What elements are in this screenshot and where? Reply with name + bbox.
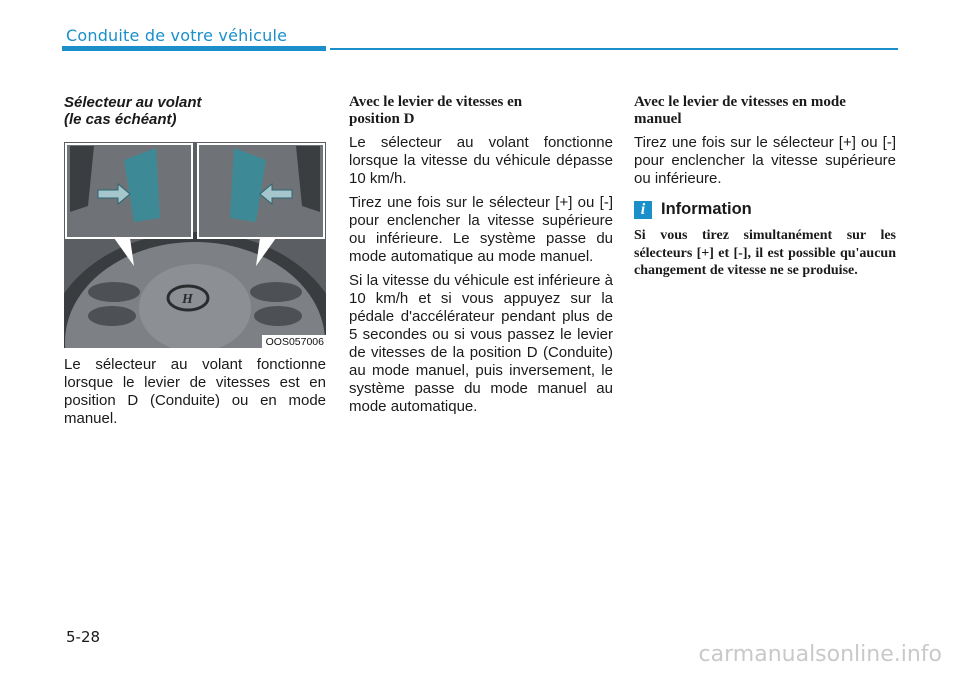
- header-rule-thin: [330, 48, 898, 50]
- subtitle-line-2: position D: [349, 111, 415, 127]
- watermark: carmanualsonline.info: [698, 642, 942, 667]
- info-icon: i: [634, 201, 652, 219]
- paragraph-return-automatic: Si la vitesse du véhicule est inférieure à 10 km/h et si vous appuyez sur la pédale d'accélérateur pendant plus de 5 secondes ou si vous passez le levier de vitesses de la position D (Conduite) au mode manuel, puis inversement, le système passe du mode manuel au mode automatique.: [349, 272, 613, 415]
- subtitle-line-1: Avec le levier de vitesses en mode: [634, 94, 846, 110]
- steering-wheel-illustration: [64, 142, 326, 348]
- information-heading: [634, 200, 896, 219]
- subtitle-line-2: manuel: [634, 111, 682, 127]
- paragraph-pull-selector: Tirez une fois sur le sélecteur [+] ou [-] pour enclencher la vitesse supérieure ou inférieure. Le système passe du mode automatique au mode manuel.: [349, 194, 613, 265]
- subtitle-line-1: Sélecteur au volant: [64, 94, 202, 111]
- column-1: [64, 94, 326, 434]
- subtitle-position-d: [349, 94, 613, 128]
- subtitle-steering-selector: [64, 94, 326, 128]
- paragraph-speed-threshold: Le sélecteur au volant fonctionne lorsque la vitesse du véhicule dépasse 10 km/h.: [349, 134, 613, 187]
- figure-code: OOS057006: [262, 335, 326, 348]
- header-rule-thick: [62, 46, 326, 51]
- subtitle-manual-mode: [634, 94, 896, 128]
- svg-text:H: H: [182, 292, 193, 307]
- subtitle-line-2: (le cas échéant): [64, 111, 177, 128]
- column-2: [349, 94, 613, 422]
- paragraph-manual-shift: Tirez une fois sur le sélecteur [+] ou [-] pour enclencher la vitesse supérieure ou inférieure.: [634, 134, 896, 187]
- information-text: Si vous tirez simultanément sur les sélecteurs [+] et [-], il est possible qu'aucun changement de vitesse ne se produise.: [634, 228, 896, 278]
- column-3: [634, 94, 896, 280]
- page-number: 5-28: [66, 628, 101, 646]
- subtitle-line-1: Avec le levier de vitesses en: [349, 94, 523, 110]
- information-title: Information: [661, 200, 752, 218]
- section-title: Conduite de votre véhicule: [66, 26, 288, 45]
- steering-paddle-figure: [64, 142, 326, 348]
- paragraph-selector-operation: Le sélecteur au volant fonctionne lorsque le levier de vitesses est en position D (Conduite) ou en mode manuel.: [64, 356, 326, 427]
